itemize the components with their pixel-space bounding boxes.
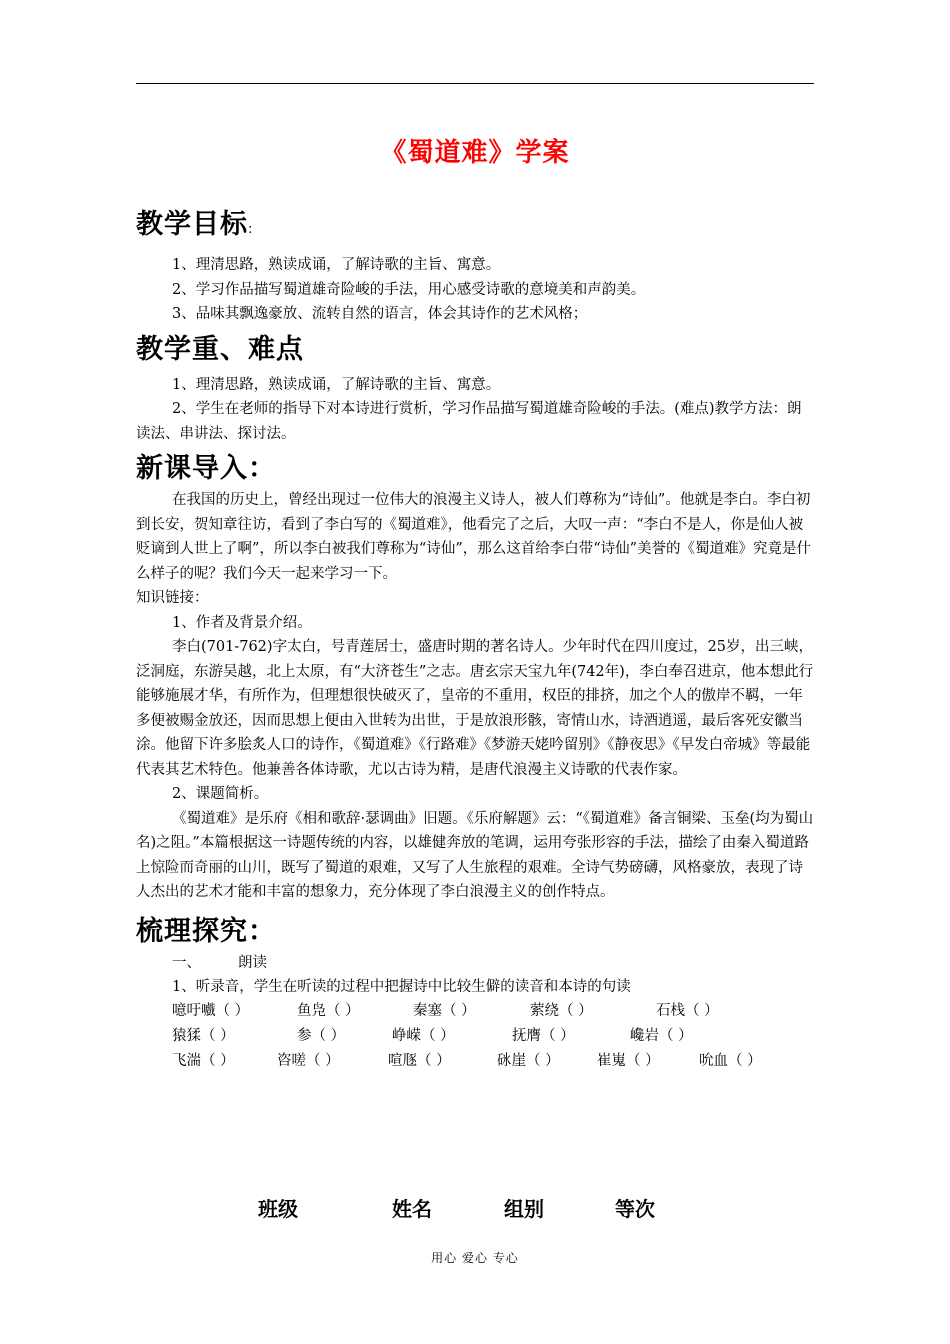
header-rule: [136, 83, 814, 84]
field-class: 班级: [258, 1197, 298, 1221]
pronunciation-blank[interactable]: 抚膺（ ）: [512, 1028, 575, 1044]
pronunciation-row: [172, 999, 816, 1024]
field-group: 组别: [504, 1197, 544, 1221]
listen-item: 1、听录音，学生在听读的过程中把握诗中比较生僻的读音和本诗的句读: [172, 978, 631, 995]
field-name: 姓名: [392, 1197, 432, 1221]
reading-label: 朗读: [238, 954, 267, 971]
field-grade: 等次: [615, 1197, 655, 1221]
reading-number: 一、: [172, 954, 201, 971]
sub-heading-author: 1、作者及背景介绍。: [172, 614, 312, 631]
document-body: [136, 208, 816, 1074]
objective-item: 3、品味其飘逸豪放、流转自然的语言，体会其诗作的艺术风格；: [172, 306, 588, 322]
author-paragraph: 李白(701-762)字太白，号青莲居士，盛唐时期的著名诗人。少年时代在四川度过，25岁，出三峡，泛洞庭，东游吴越，北上太原，有“大济苍生”之志。唐玄宗天宝九年(742年)，李白奉召进京，他本想此行能够施展才华，有所作为，但理想很快破灭了，皇帝的不重用，权臣的排挤，加之个人的傲岸不羁，一年多便被赐金放还，因而思想上便由入世转为出世，于是放浪形骸，寄情山水，诗酒逍遥，最后客死安徽当涂。他留下许多脍炙人口的诗作，《蜀道难》《行路难》《梦游天姥吟留别》《静夜思》《早发白帝城》等最能代表其艺术特色。他兼善各体诗歌，尤以古诗为精，是唐代浪漫主义诗歌的代表作家。: [136, 639, 814, 778]
objectives-heading: 教学目标:: [136, 209, 253, 240]
pronunciation-blank[interactable]: 咨嗟（ ）: [277, 1053, 340, 1069]
intro-paragraph: 在我国的历史上，曾经出现过一位伟大的浪漫主义诗人，被人们尊称为“诗仙”。他就是李白。李白初到长安，贺知章往访，看到了李白写的《蜀道难》，他看完了之后，大叹一声：“李白不是人，你是仙人被贬谪到人世上了啊”，所以李白被我们尊称为“诗仙”，那么这首给李白带“诗仙”美誉的《蜀道难》究竟是什么样子的呢？我们今天一起来学习一下。: [136, 492, 812, 582]
pronunciation-exercise: [172, 999, 816, 1074]
pronunciation-blank[interactable]: 峥嵘（ ）: [392, 1028, 455, 1044]
reading-item: [136, 951, 816, 975]
pronunciation-blank[interactable]: 石栈（ ）: [656, 1003, 719, 1019]
key-point-item: 1、理清思路，熟读成诵，了解诗歌的主旨、寓意。: [172, 376, 501, 393]
pronunciation-blank[interactable]: 吮血（ ）: [699, 1053, 762, 1069]
pronunciation-blank[interactable]: 参（ ）: [297, 1028, 346, 1044]
explore-heading: 梳理探究：: [136, 915, 276, 947]
title-analysis-paragraph: 《蜀道难》是乐府《相和歌辞·瑟调曲》旧题。《乐府解题》云：“《蜀道难》备言铜梁、玉垒(均为蜀山名)之阻。”本篇根据这一诗题传统的内容，以雄健奔放的笔调，运用夸张形容的手法，描绘了由秦入蜀道路上惊险而奇丽的山川，既写了蜀道的艰难，又写了人生旅程的艰难。全诗气势磅礴，风格豪放，表现了诗人杰出的艺术才能和丰富的想象力，充分体现了李白浪漫主义的创作特点。: [136, 810, 814, 900]
knowledge-label: 知识链接：: [136, 590, 209, 606]
page-title: 《蜀道难》学案: [380, 138, 570, 168]
objective-item: 2、学习作品描写蜀道雄奇险峻的手法，用心感受诗歌的意境美和声韵美。: [172, 281, 646, 298]
key-point-item: 2、学生在老师的指导下对本诗进行赏析，学习作品描写蜀道雄奇险峻的手法。(难点)教学方法：朗读法、串讲法、探讨法。: [136, 401, 802, 442]
pronunciation-blank[interactable]: 喧豗（ ）: [388, 1053, 451, 1069]
pronunciation-row: [172, 1049, 816, 1074]
intro-heading: 新课导入：: [136, 453, 276, 484]
pronunciation-blank[interactable]: 巉岩（ ）: [630, 1028, 693, 1044]
objective-item: 1、理清思路，熟读成诵，了解诗歌的主旨、寓意。: [172, 257, 501, 273]
pronunciation-row: [172, 1024, 816, 1049]
sub-heading-title: 2、课题简析。: [172, 786, 269, 802]
pronunciation-blank[interactable]: 秦塞（ ）: [413, 1003, 476, 1019]
footer-note: 用心 爱心 专心: [431, 1251, 519, 1265]
pronunciation-blank[interactable]: 飞湍（ ）: [172, 1053, 235, 1069]
pronunciation-blank[interactable]: 噫吁嚱（ ）: [172, 1003, 250, 1019]
pronunciation-blank[interactable]: 猿猱（ ）: [172, 1028, 235, 1044]
pronunciation-blank[interactable]: 萦绕（ ）: [530, 1003, 593, 1019]
pronunciation-blank[interactable]: 崔嵬（ ）: [597, 1053, 660, 1069]
pronunciation-blank[interactable]: 砯崖（ ）: [497, 1053, 560, 1069]
pronunciation-blank[interactable]: 鱼凫（ ）: [297, 1003, 360, 1019]
key-points-heading: 教学重、难点: [136, 333, 304, 365]
student-info-fields: [0, 1193, 950, 1223]
